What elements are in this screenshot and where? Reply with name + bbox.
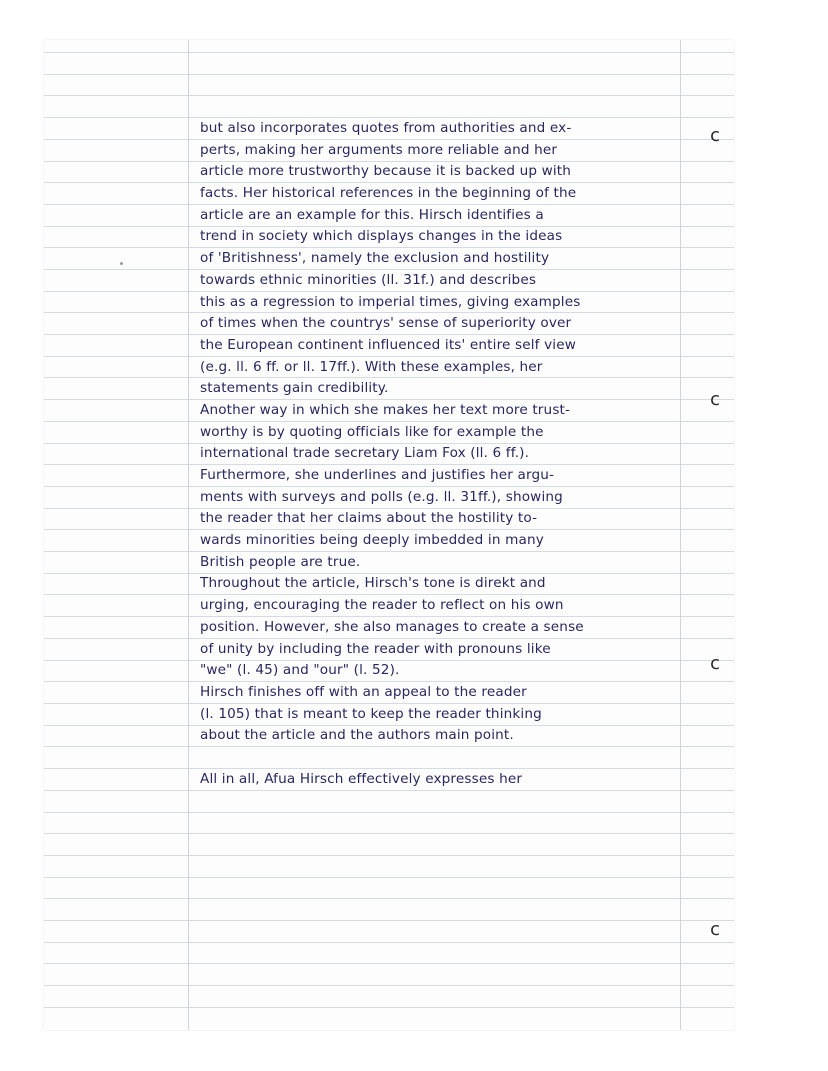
- text-line: of times when the countrys' sense of superiority over: [200, 315, 572, 332]
- margin-mark: ɔ: [710, 389, 720, 410]
- text-line: the European continent influenced its' entire self view: [200, 336, 576, 353]
- ruled-line: [44, 877, 734, 878]
- text-line: urging, encouraging the reader to reflect on his own: [200, 597, 564, 614]
- text-line: ments with surveys and polls (e.g. ll. 31ff.), showing: [200, 488, 563, 505]
- text-line: Throughout the article, Hirsch's tone is direkt and: [200, 575, 546, 592]
- ruled-line: [44, 95, 734, 96]
- margin-mark: ɔ: [710, 919, 720, 940]
- text-line: worthy is by quoting officials like for example the: [200, 423, 544, 440]
- text-line: Another way in which she makes her text more trust-: [200, 401, 571, 418]
- text-line: facts. Her historical references in the beginning of the: [200, 185, 577, 202]
- text-line: this as a regression to imperial times, giving examples: [200, 293, 581, 310]
- text-line: international trade secretary Liam Fox (ll. 6 ff.).: [200, 445, 530, 462]
- left-margin-line: [188, 40, 189, 1030]
- text-line: British people are true.: [200, 553, 361, 570]
- ruled-line: [44, 74, 734, 75]
- ruled-line: [44, 898, 734, 899]
- blank-line: [200, 747, 680, 769]
- text-line: perts, making her arguments more reliable and her: [200, 141, 558, 158]
- margin-mark: ɔ: [710, 653, 720, 674]
- text-line: Hirsch finishes off with an appeal to the reader: [200, 683, 527, 700]
- text-line: the reader that her claims about the hostility to-: [200, 510, 538, 527]
- text-line: about the article and the authors main point.: [200, 727, 514, 744]
- text-line: (l. 105) that is meant to keep the reader thinking: [200, 705, 542, 722]
- text-line: (e.g. ll. 6 ff. or ll. 17ff.). With these examples, her: [200, 358, 543, 375]
- ruled-line: [44, 52, 734, 53]
- text-line: towards ethnic minorities (ll. 31f.) and describes: [200, 271, 537, 288]
- notebook-paper: [44, 40, 734, 1030]
- text-line: wards minorities being deeply imbedded in many: [200, 532, 544, 549]
- text-line: of 'Britishness', namely the exclusion and hostility: [200, 250, 550, 267]
- text-line: Furthermore, she underlines and justifies her argu-: [200, 467, 555, 483]
- text-line: statements gain credibility.: [200, 380, 389, 397]
- text-line: trend in society which displays changes in the ideas: [200, 228, 563, 245]
- text-line: article more trustworthy because it is backed up with: [200, 163, 572, 180]
- text-line: All in all, Afua Hirsch effectively expresses her: [200, 770, 523, 787]
- ruled-line: [44, 942, 734, 943]
- ruled-line: [44, 985, 734, 986]
- ruled-line: [44, 855, 734, 856]
- text-line: article are an example for this. Hirsch identifies a: [200, 206, 544, 223]
- right-margin-line: [680, 40, 681, 1030]
- ruled-line: [44, 833, 734, 834]
- margin-mark: ɔ: [710, 125, 720, 146]
- text-line: position. However, she also manages to create a sense: [200, 618, 584, 635]
- text-line: but also incorporates quotes from authorities and ex-: [200, 120, 572, 136]
- text-line: "we" (l. 45) and "our" (l. 52).: [200, 662, 400, 679]
- ruled-line: [44, 920, 734, 921]
- ruled-line: [44, 963, 734, 964]
- pen-dot: [120, 262, 123, 265]
- ruled-line: [44, 812, 734, 813]
- handwritten-text: [200, 118, 680, 790]
- text-line: of unity by including the reader with pronouns like: [200, 640, 551, 657]
- ruled-line: [44, 1007, 734, 1008]
